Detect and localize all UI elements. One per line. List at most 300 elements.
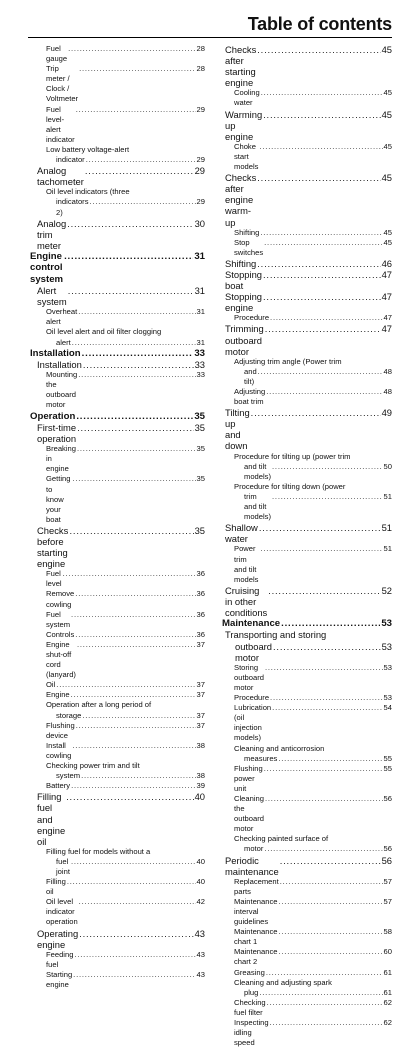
dot-leader [281,618,380,629]
toc-page-number: 47 [383,313,392,323]
toc-page-number: 37 [196,710,205,720]
toc-entry[interactable] [222,794,392,834]
toc-entry-title-cont: and tilt models) [244,461,272,481]
dot-leader [273,641,381,652]
toc-entry[interactable] [30,145,205,165]
toc-entry[interactable] [222,228,392,238]
toc-entry-title: Adjusting boat trim [234,387,266,407]
toc-entry-title: Replacement parts [234,876,279,896]
toc-page-number: 35 [194,410,205,422]
toc-entry-title: Analog tachometer [37,165,84,188]
toc-page-number: 43 [196,969,205,979]
toc-entry-title: Checking painted surface of [234,834,329,844]
dot-leader [81,771,195,781]
toc-page-number: 58 [383,927,392,937]
toc-right-column [222,44,392,1048]
toc-entry[interactable] [30,370,205,410]
dot-leader [67,877,196,887]
toc-entry-title-line [234,452,392,462]
toc-entry-title: Inspecting idling speed [234,1018,269,1048]
dot-leader [261,88,383,98]
toc-page-number: 51 [381,522,392,534]
dot-leader [83,359,194,370]
dot-leader [265,663,383,673]
toc-page-number: 47 [381,323,392,335]
toc-entry-title: Transporting and storing [225,629,327,641]
toc-page-number: 45 [383,88,392,98]
toc-entry-title: Greasing [234,967,265,977]
toc-entry[interactable] [30,569,205,589]
toc-entry-title-cont: plug [244,987,259,997]
toc-page-number: 43 [194,927,205,939]
toc-entry[interactable] [30,630,205,640]
toc-page-number: 56 [381,854,392,866]
toc-entry-title: Storing outboard motor [234,662,264,692]
toc-entry[interactable] [30,721,205,741]
toc-entry[interactable] [222,968,392,978]
toc-entry[interactable] [30,640,205,680]
toc-entry-title-cont: system [56,771,81,781]
dot-leader [270,693,383,703]
dot-leader [77,444,196,454]
toc-entry[interactable] [30,307,205,327]
toc-entry[interactable] [30,897,205,927]
toc-entry[interactable] [222,703,392,743]
toc-entry-title-line [225,629,392,640]
dot-leader [82,348,194,359]
toc-entry-title: Filling fuel for models without a [46,846,151,856]
toc-entry-continuation [234,988,392,998]
toc-entry-title: Warming up engine [225,108,263,142]
toc-page-number: 37 [196,690,205,700]
dot-leader [90,197,196,207]
toc-page-number: 53 [383,662,392,672]
toc-entry-title: First-time operation [37,421,77,445]
toc-page-number: 36 [196,569,205,579]
dot-leader [278,927,382,937]
dot-leader [259,522,381,533]
toc-page-number: 40 [196,877,205,887]
dot-leader [272,492,383,502]
toc-page-number: 45 [381,44,392,55]
dot-leader [278,754,382,764]
dot-leader [70,525,194,536]
dot-leader [78,370,195,380]
toc-entry-title: Operation [30,410,76,422]
toc-entry-title: Stop switches [234,237,264,257]
dot-leader [266,387,382,397]
toc-page-number: 39 [196,781,205,791]
toc-entry[interactable] [30,928,205,950]
toc-page-number: 38 [196,740,205,750]
dot-leader [68,44,195,54]
toc-entry-title-cont: motor [244,844,264,854]
toc-entry-title: Stopping engine [225,291,263,314]
toc-entry-title-line [46,145,205,155]
toc-entry[interactable] [222,482,392,522]
toc-entry-title: Procedure for tilting down (power [234,481,346,491]
toc-entry[interactable] [30,525,205,569]
dot-leader [79,897,196,907]
toc-entry[interactable] [222,927,392,947]
toc-entry[interactable] [30,474,205,524]
toc-entry-title: Installation [30,347,81,359]
toc-entry[interactable] [30,64,205,104]
toc-entry-title: Checking power trim and tilt [46,761,140,771]
toc-entry[interactable] [30,165,205,187]
toc-page-number: 54 [383,703,392,713]
toc-entry[interactable] [30,251,205,285]
toc-entry[interactable] [222,142,392,172]
toc-entry-title-line [46,847,205,857]
toc-entry-title: Analog trim meter [37,217,67,251]
toc-entry[interactable] [30,422,205,444]
toc-page-number: 37 [196,720,205,730]
toc-entry-title: Oil level indicator operation [46,897,78,927]
toc-entry-continuation [46,711,205,721]
dot-leader [272,703,382,713]
dot-leader [71,690,196,700]
dot-leader [68,285,194,296]
toc-entry[interactable] [222,618,392,629]
toc-entry-title-line [46,761,205,771]
toc-entry[interactable] [222,258,392,269]
toc-entry[interactable] [222,877,392,897]
toc-entry-title: Engine shut-off cord (lanyard) [46,639,76,680]
toc-entry-continuation [234,492,392,522]
toc-page-number: 61 [383,987,392,997]
dot-leader [77,640,196,650]
toc-page-number: 31 [194,285,205,297]
toc-entry[interactable] [222,407,392,451]
toc-entry-title: Maintenance interval guidelines [234,896,278,927]
toc-entry[interactable] [222,834,392,854]
toc-page-number: 35 [196,474,205,484]
toc-entry[interactable] [30,970,205,990]
toc-entry-title: Power trim and tilt models [234,544,259,584]
dot-leader [78,307,195,317]
toc-page-number: 62 [383,1018,392,1028]
toc-entry-continuation [234,754,392,764]
toc-entry-title: Controls [46,629,75,639]
toc-entry-title: Lubrication (oil injection models) [234,703,272,743]
toc-entry-title-cont: fuel joint [56,856,70,876]
toc-entry-continuation [234,367,392,387]
toc-entry-title: Feeding fuel [46,949,74,969]
toc-entry[interactable] [222,947,392,967]
toc-entry-title-cont: and tilt) [244,366,257,386]
toc-entry-title: Choke start models [234,141,259,172]
toc-entry-title: Maintenance chart 2 [234,947,278,967]
toc-page-number: 52 [381,584,392,596]
dot-leader [66,791,193,802]
toc-entry[interactable] [222,764,392,794]
toc-page-number: 33 [194,359,205,371]
toc-page-number: 48 [383,387,392,396]
toc-entry-title: Installation [37,359,82,371]
toc-entry[interactable] [30,847,205,877]
dot-leader [265,323,381,334]
toc-entry[interactable] [30,285,205,307]
toc-page-number: 28 [196,64,205,74]
toc-entry[interactable] [222,238,392,258]
toc-entry-title: Checks after engine warm-up [225,172,257,228]
toc-page-number: 47 [381,268,392,280]
toc-page-number: 29 [196,104,205,114]
dot-leader [264,844,382,854]
toc-page-number: 51 [383,491,392,501]
toc-page-number: 55 [383,753,392,763]
toc-entry[interactable] [222,1018,392,1048]
toc-entry-title: Maintenance [222,618,281,630]
toc-entry[interactable] [222,998,392,1018]
toc-page-number: 61 [383,967,392,977]
toc-page-number: 40 [194,791,205,803]
toc-page-number: 36 [196,609,205,619]
toc-entry[interactable] [222,522,392,544]
toc-entry[interactable] [30,877,205,897]
toc-entry-title: Operation after a long period of [46,700,152,710]
dot-leader [267,998,383,1008]
toc-entry-title: Fuel level-alert indicator [46,104,75,144]
dot-leader [260,544,382,554]
toc-entry[interactable] [222,172,392,227]
toc-entry-continuation [46,338,205,348]
toc-entry-title: Shallow water [225,522,258,545]
dot-leader [257,44,380,55]
toc-entry[interactable] [222,44,392,88]
toc-entry[interactable] [30,444,205,474]
dot-leader [257,172,380,183]
toc-page-number: 50 [383,461,392,471]
toc-entry-title: Alert system [37,285,67,308]
toc-page-number: 33 [194,347,205,359]
toc-entry[interactable] [222,323,392,356]
toc-entry-title: Engine [46,690,70,700]
toc-page-number: 53 [381,618,392,630]
toc-entry-title: Starting engine [46,969,73,989]
toc-entry[interactable] [30,610,205,630]
toc-entry[interactable] [30,327,205,347]
toc-entry-title: Low battery voltage-alert [46,144,130,154]
toc-entry-continuation [46,197,205,217]
toc-entry-title: Checks after starting engine [225,44,257,89]
toc-entry[interactable] [30,44,205,64]
dot-leader [266,968,383,978]
toc-left-column [30,44,205,990]
dot-leader [76,721,196,731]
toc-entry-title-cont: indicators 2) [56,197,89,217]
toc-entry[interactable] [222,744,392,764]
toc-page-number: 45 [383,237,392,247]
toc-page-number: 29 [196,155,205,165]
toc-entry-continuation [46,857,205,877]
toc-page-number: 43 [196,949,205,959]
toc-page-number: 31 [196,337,205,347]
dot-leader [264,764,383,774]
toc-entry[interactable] [222,313,392,323]
toc-entry[interactable] [222,88,392,108]
dot-leader [71,610,196,620]
dot-leader [74,950,195,960]
dot-leader [71,781,195,791]
dot-leader [72,474,195,484]
dot-leader [263,291,381,302]
dot-leader [251,407,381,418]
dot-leader [259,142,382,152]
toc-entry[interactable] [30,187,205,217]
toc-page-number: 47 [381,291,392,303]
toc-entry[interactable] [30,589,205,609]
toc-entry-title: Engine control system [30,250,64,285]
toc-entry-title: Maintenance chart 1 [234,927,278,947]
toc-entry[interactable] [222,978,392,998]
toc-entry-title: Remove cowling [46,589,75,609]
toc-page-number: 33 [196,370,205,380]
dot-leader [265,794,383,804]
toc-page-number: 36 [196,589,205,599]
toc-page-number: 53 [381,640,392,652]
toc-page-number: 45 [381,108,392,120]
dot-leader [82,711,195,721]
toc-entry-title-line [46,700,205,710]
dot-leader [56,680,195,690]
toc-entry[interactable] [222,357,392,387]
toc-page-number: 31 [194,250,205,262]
toc-entry-title-cont: indicator [56,155,85,165]
toc-entry[interactable] [222,452,392,482]
toc-entry-title-cont: measures [244,753,278,763]
toc-entry-title: Cleaning and anticorrosion [234,743,325,753]
toc-entry[interactable] [30,781,205,791]
toc-entry-title-cont: trim and tilt models) [244,491,272,522]
toc-entry[interactable] [222,663,392,693]
toc-entry-title-line [234,482,392,492]
dot-leader [67,218,193,229]
toc-entry-title: Tilting up and down [225,407,250,452]
toc-page-number: 30 [194,217,205,229]
toc-entry-title: Oil level alert and oil filter clogging [46,327,162,337]
toc-page-number: 57 [383,876,392,886]
toc-entry-title-line [234,834,392,844]
toc-entry-title: Getting to know your boat [46,474,71,524]
toc-entry[interactable] [222,629,392,662]
toc-entry[interactable] [30,700,205,720]
toc-entry-continuation [225,641,392,663]
toc-entry[interactable] [30,741,205,761]
toc-entry-title: Battery [46,781,71,791]
dot-leader [86,155,196,165]
toc-entry[interactable] [222,585,392,618]
toc-entry-title: Periodic maintenance [225,854,279,877]
toc-entry-title: Shifting [234,227,260,237]
dot-leader [280,877,383,887]
dot-leader [278,897,382,907]
toc-entry[interactable] [30,359,205,370]
toc-page-number: 35 [194,421,205,433]
dot-leader [72,338,196,348]
toc-entry[interactable] [222,544,392,584]
dot-leader [79,928,193,939]
dot-leader [72,741,195,751]
toc-entry-title-line [234,978,392,988]
toc-entry[interactable] [222,693,392,703]
toc-entry-title: Checks before starting engine [37,524,69,570]
toc-entry[interactable] [222,291,392,313]
toc-entry-title-cont: outboard motor [235,640,273,663]
toc-entry-title: Fuel gauge [46,44,68,64]
toc-entry-title-line [234,744,392,754]
toc-entry-title: Filling oil [46,877,66,897]
toc-entry[interactable] [30,680,205,690]
toc-page-number: 46 [381,257,392,269]
toc-page-number: 45 [383,227,392,237]
toc-entry-title: Overheat alert [46,307,78,327]
dot-leader [85,165,194,176]
toc-page-number: 37 [196,680,205,690]
toc-page-number: 40 [196,856,205,866]
toc-entry-title: Cleaning the outboard motor [234,793,264,834]
toc-entry-title-line [234,357,392,367]
dot-leader [75,589,195,599]
dot-leader [270,1018,383,1028]
toc-entry-title: Filling fuel and engine oil [37,791,66,847]
dot-leader [280,855,381,866]
toc-entry[interactable] [222,897,392,927]
toc-page-number: 51 [383,544,392,554]
toc-page-number: 56 [383,793,392,803]
toc-entry[interactable] [30,411,205,422]
toc-page-number: 49 [381,407,392,419]
toc-entry-title: Oil [46,680,56,690]
toc-entry[interactable] [30,791,205,846]
toc-entry[interactable] [30,690,205,700]
dot-leader [257,258,380,269]
toc-entry[interactable] [30,950,205,970]
toc-entry[interactable] [222,387,392,407]
toc-entry[interactable] [30,105,205,145]
dot-leader [258,367,383,377]
toc-entry[interactable] [30,218,205,251]
toc-entry[interactable] [222,109,392,142]
toc-entry[interactable] [30,761,205,781]
toc-page-number: 45 [381,172,392,184]
toc-entry-title: Fuel system [46,609,71,629]
toc-entry-title: Checking fuel filter [234,997,266,1017]
toc-page-number: 57 [383,896,392,906]
title-divider [28,37,392,38]
dot-leader [263,109,380,120]
toc-entry[interactable] [222,269,392,291]
dot-leader [263,269,381,280]
toc-entry-title: Flushing power unit [234,763,263,793]
dot-leader [260,228,382,238]
toc-page-number: 42 [196,897,205,907]
toc-entry-title: Breaking in engine [46,444,76,474]
toc-page-number: 55 [383,763,392,773]
toc-entry-title: Procedure [234,313,270,323]
toc-entry[interactable] [222,855,392,877]
toc-page-number: 45 [383,141,392,151]
dot-leader [272,462,383,472]
toc-entry-continuation [234,462,392,482]
toc-page-number: 35 [194,524,205,536]
toc-entry-title: Adjusting trim angle (Power trim [234,356,342,366]
toc-entry[interactable] [30,348,205,359]
toc-entry-title: Oil level indicators (three [46,187,130,197]
toc-entry-title: Cooling water [234,88,260,108]
toc-entry-title: Trimming outboard motor [225,323,264,357]
